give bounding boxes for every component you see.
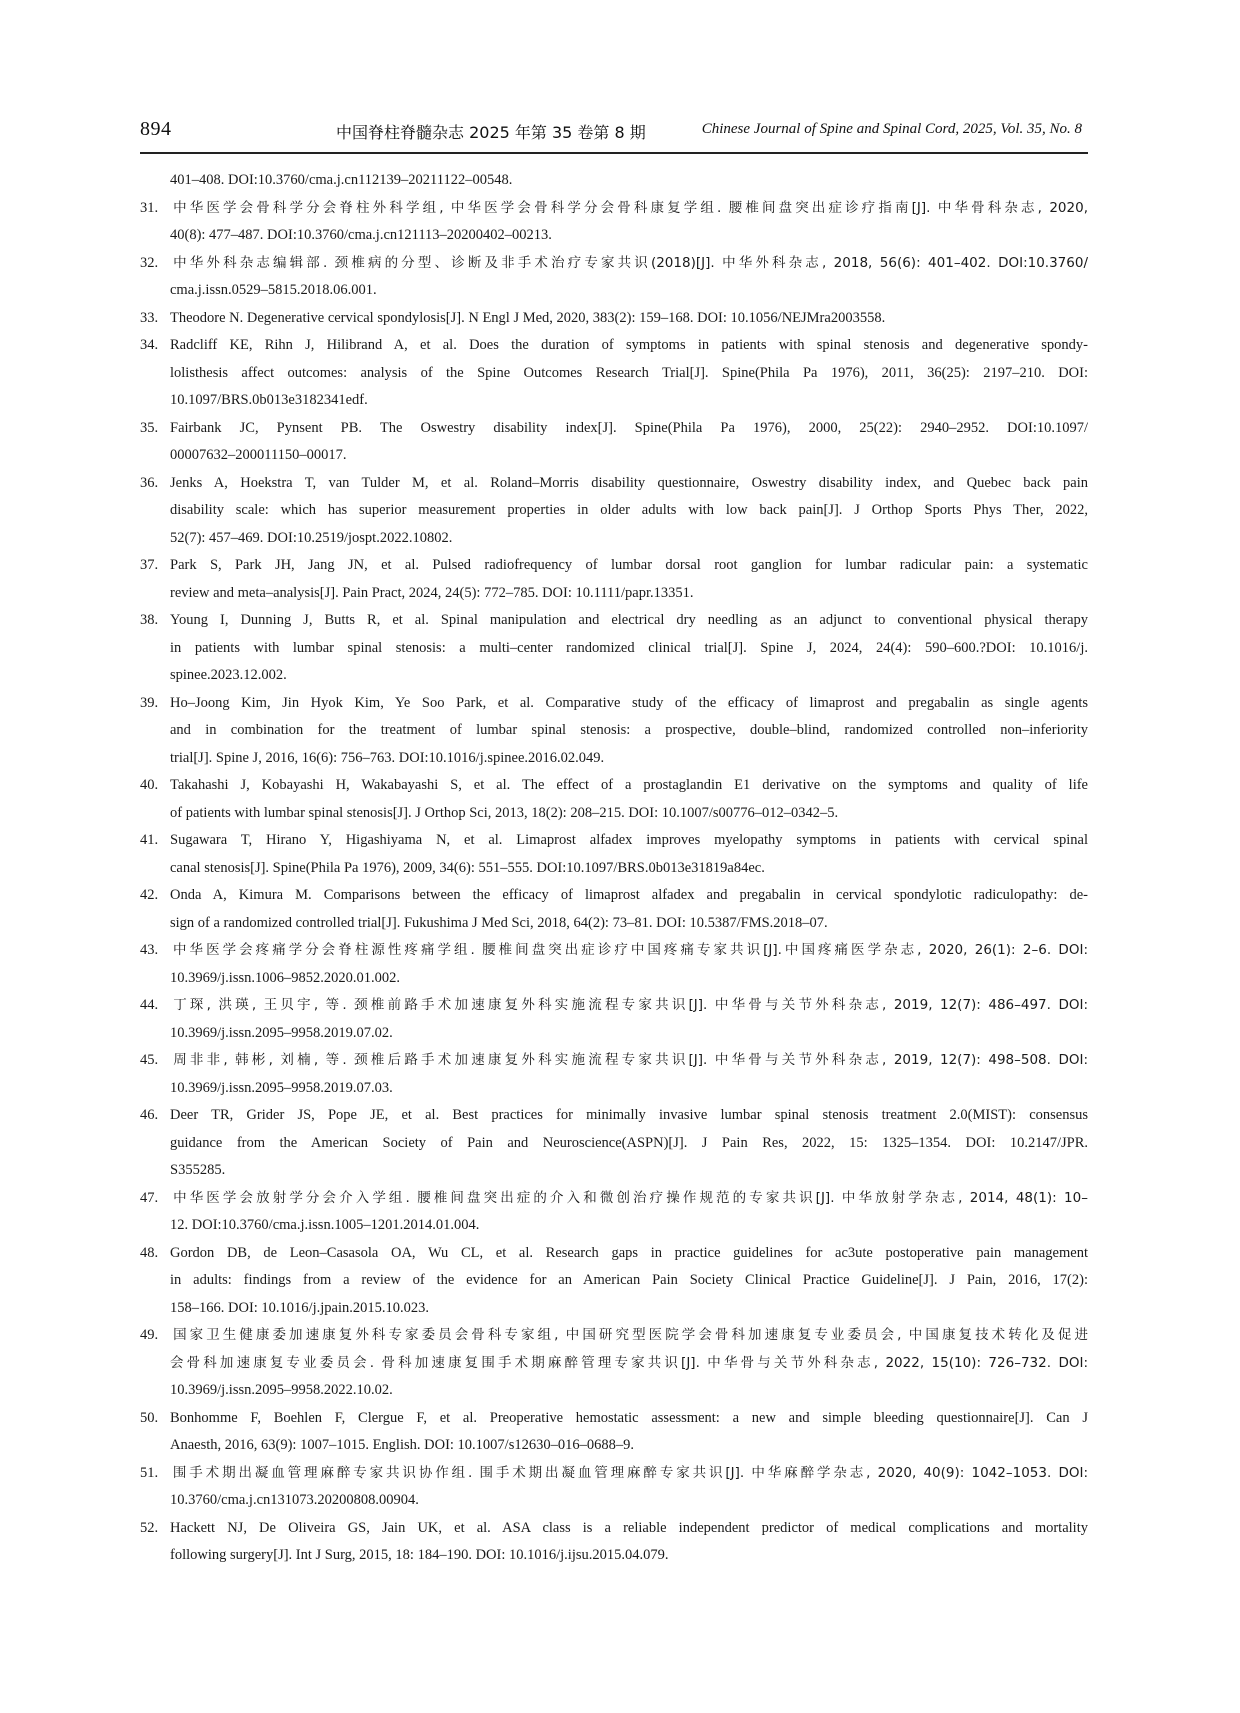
reference-number: 48. <box>140 1244 159 1261</box>
reference-text: 10.3969/j.issn.2095–9958.2019.07.02. <box>170 1024 393 1041</box>
reference-first-line <box>140 992 1088 1020</box>
reference-first-line <box>140 772 1088 800</box>
reference-text: review and meta–analysis[J]. Pain Pract, 2024, 24(5): 772–785. DOI: 10.1111/papr.13351. <box>170 584 694 601</box>
reference-text: canal stenosis[J]. Spine(Phila Pa 1976), 2009, 34(6): 551–555. DOI:10.1097/BRS.0b013e31819a84ec. <box>170 859 765 876</box>
reference-number: 52. <box>140 1519 159 1536</box>
reference-first-line <box>140 607 1088 635</box>
reference-number: 41. <box>140 832 159 848</box>
reference-entry <box>140 552 1088 607</box>
reference-text: trial[J]. Spine J, 2016, 16(6): 756–763. DOI:10.1016/j.spinee.2016.02.049. <box>170 749 605 766</box>
reference-first-line <box>140 1322 1088 1350</box>
reference-entry <box>140 1515 1088 1570</box>
reference-number: 36. <box>140 474 159 491</box>
reference-first-line <box>140 1460 1088 1488</box>
reference-text: following surgery[J]. Int J Surg, 2015, 18: 184–190. DOI: 10.1016/j.ijsu.2015.04.079. <box>170 1547 669 1563</box>
reference-text: in adults: findings from a review of the evidence for an American Pain Society Clinical Practice Guideline[J]. J Pain, 2016, 17(2): <box>170 1272 1088 1288</box>
reference-text: 12. DOI:10.3760/cma.j.issn.1005–1201.2014.01.004. <box>170 1217 480 1233</box>
reference-list <box>140 167 1088 1570</box>
reference-text: Park S, Park JH, Jang JN, et al. Pulsed radiofrequency of lumbar dorsal root ganglion for lumbar radicular pain: a systematic <box>170 557 1088 573</box>
reference-text: S355285. <box>170 1162 226 1178</box>
reference-text: Onda A, Kimura M. Comparisons between the efficacy of limaprost alfadex and pregabalin in cervical spondylotic radiculopathy: de- <box>170 887 1088 903</box>
journal-title-english: Chinese Journal of Spine and Spinal Cord, 2025, Vol. 35, No. 8 <box>701 121 1082 137</box>
reference-text: 会骨科加速康复专业委员会. 骨科加速康复围手术期麻醉管理专家共识[J]. 中华骨与关节外科杂志, 2022, 15(10): 726–732. DOI: <box>170 1354 1088 1371</box>
reference-first-line <box>140 827 1088 855</box>
reference-entry <box>140 1185 1088 1240</box>
reference-text: 10.3969/j.issn.2095–9958.2022.10.02. <box>170 1382 393 1398</box>
reference-text: 国家卫生健康委加速康复外科专家委员会骨科专家组, 中国研究型医院学会骨科加速康复专业委员会, 中国康复技术转化及促进 <box>170 1327 1088 1343</box>
reference-text: 52(7): 457–469. DOI:10.2519/jospt.2022.10802. <box>170 529 453 546</box>
reference-number: 46. <box>140 1107 159 1123</box>
reference-text: lolisthesis affect outcomes: analysis of the Spine Outcomes Research Trial[J]. Spine(Phila Pa 1976), 2011, 36(25): 2197–210. DOI: <box>170 364 1088 381</box>
reference-text: Hackett NJ, De Oliveira GS, Jain UK, et al. ASA class is a reliable independent predictor of medical complications and mortality <box>170 1519 1088 1536</box>
reference-text: of patients with lumbar spinal stenosis[J]. J Orthop Sci, 2013, 18(2): 208–215. DOI: 10.1007/s00776–012–0342–5. <box>170 804 839 821</box>
reference-first-line <box>140 1405 1088 1433</box>
reference-entry <box>140 1460 1088 1515</box>
reference-first-line <box>140 332 1088 360</box>
reference-number: 49. <box>140 1327 159 1343</box>
reference-first-line <box>140 470 1088 498</box>
page-number: 894 <box>140 118 172 140</box>
reference-first-line <box>140 1047 1088 1075</box>
reference-first-line <box>140 250 1088 278</box>
reference-text: 丁琛, 洪瑛, 王贝宇, 等. 颈椎前路手术加速康复外科实施流程专家共识[J]. 中华骨与关节外科杂志, 2019, 12(7): 486–497. DOI: <box>170 997 1088 1013</box>
reference-entries <box>140 195 1088 1570</box>
reference-text: 10.3760/cma.j.cn131073.20200808.00904. <box>170 1492 419 1508</box>
reference-entry <box>140 1102 1088 1185</box>
reference-entry <box>140 992 1088 1047</box>
reference-number: 31. <box>140 199 159 216</box>
reference-text: guidance from the American Society of Pain and Neuroscience(ASPN)[J]. J Pain Res, 2022, 15: 1325–1354. DOI: 10.2147/JPR. <box>170 1134 1088 1151</box>
reference-text: 周非非, 韩彬, 刘楠, 等. 颈椎后路手术加速康复外科实施流程专家共识[J]. 中华骨与关节外科杂志, 2019, 12(7): 498–508. DOI: <box>170 1052 1088 1068</box>
reference-entry <box>140 882 1088 937</box>
reference-number: 37. <box>140 557 159 573</box>
reference-text: Ho–Joong Kim, Jin Hyok Kim, Ye Soo Park, et al. Comparative study of the efficacy of limaprost and pregabalin as single agents <box>170 694 1088 711</box>
reference-text: Takahashi J, Kobayashi H, Wakabayashi S, et al. The effect of a prostaglandin E1 derivative on the symptoms and quality of life <box>170 777 1088 793</box>
reference-entry <box>140 827 1088 882</box>
reference-text: 中华医学会骨科学分会脊柱外科学组, 中华医学会骨科学分会骨科康复学组. 腰椎间盘突出症诊疗指南[J]. 中华骨科杂志, 2020, <box>170 199 1088 216</box>
reference-text: Anaesth, 2016, 63(9): 1007–1015. English. DOI: 10.1007/s12630–016–0688–9. <box>170 1437 634 1453</box>
reference-entry <box>140 305 1088 333</box>
reference-entry <box>140 332 1088 415</box>
reference-number: 43. <box>140 942 159 958</box>
reference-first-line <box>140 415 1088 443</box>
reference-entry <box>140 470 1088 553</box>
reference-text: Young I, Dunning J, Butts R, et al. Spinal manipulation and electrical dry needling as an adjunct to conventional physical therapy <box>170 612 1088 628</box>
reference-text: Fairbank JC, Pynsent PB. The Oswestry disability index[J]. Spine(Phila Pa 1976), 2000, 25(22): 2940–2952. DOI:10.1097/ <box>170 419 1088 436</box>
reference-number: 51. <box>140 1464 159 1481</box>
reference-text: 围手术期出凝血管理麻醉专家共识协作组. 围手术期出凝血管理麻醉专家共识[J]. 中华麻醉学杂志, 2020, 40(9): 1042–1053. DOI: <box>170 1464 1088 1481</box>
reference-entry <box>140 1047 1088 1102</box>
reference-number: 40. <box>140 777 159 793</box>
reference-text: Bonhomme F, Boehlen F, Clergue F, et al. Preoperative hemostatic assessment: a new and simple bleeding questionnaire[J]. Can J <box>170 1409 1088 1426</box>
reference-text: sign of a randomized controlled trial[J]. Fukushima J Med Sci, 2018, 64(2): 73–81. DOI: 10.5387/FMS.2018–07. <box>170 914 828 931</box>
reference-text: 中华医学会放射学分会介入学组. 腰椎间盘突出症的介入和微创治疗操作规范的专家共识[J]. 中华放射学杂志, 2014, 48(1): 10– <box>170 1189 1088 1206</box>
reference-first-line <box>140 1102 1088 1130</box>
reference-text: 10.1097/BRS.0b013e3182341edf. <box>170 392 368 408</box>
reference-entry <box>140 415 1088 470</box>
reference-first-line <box>140 552 1088 580</box>
reference-text: disability scale: which has superior measurement properties in older adults with low back pain[J]. J Orthop Sports Phys Ther, 2022, <box>170 502 1088 518</box>
reference-entry <box>140 1240 1088 1323</box>
journal-title-chinese: 中国脊柱脊髓杂志 2025 年第 35 卷第 8 期 <box>336 123 646 142</box>
reference-text: Deer TR, Grider JS, Pope JE, et al. Best practices for minimally invasive lumbar spinal stenosis treatment 2.0(MIST): consensus <box>170 1107 1088 1123</box>
reference-entry <box>140 1322 1088 1405</box>
reference-number: 35. <box>140 419 159 436</box>
reference-text: 158–166. DOI: 10.1016/j.jpain.2015.10.023. <box>170 1299 429 1316</box>
reference-text: spinee.2023.12.002. <box>170 667 287 683</box>
reference-text: Gordon DB, de Leon–Casasola OA, Wu CL, et al. Research gaps in practice guidelines for ac3ute postoperative pain management <box>170 1244 1088 1261</box>
reference-number: 33. <box>140 309 159 326</box>
reference-first-line <box>140 1515 1088 1543</box>
reference-text: in patients with lumbar spinal stenosis: a multi–center randomized clinical trial[J]. Spine J, 2024, 24(4): 590–600.?DOI: 10.1016/j. <box>170 639 1088 656</box>
reference-number: 45. <box>140 1052 159 1068</box>
reference-first-line <box>140 882 1088 910</box>
reference-number: 34. <box>140 337 159 353</box>
reference-number: 39. <box>140 694 159 711</box>
reference-text: and in combination for the treatment of lumbar spinal stenosis: a prospective, double–blind, randomized controlled non–inferiority <box>170 722 1088 738</box>
reference-entry <box>140 690 1088 773</box>
reference-number: 38. <box>140 612 159 628</box>
reference-number: 44. <box>140 997 159 1013</box>
reference-continuation: 401–408. DOI:10.3760/cma.j.cn112139–20211122–00548. <box>170 172 513 188</box>
running-header <box>140 112 1088 154</box>
reference-entry <box>140 607 1088 690</box>
reference-number: 47. <box>140 1189 159 1206</box>
reference-first-line <box>140 1240 1088 1268</box>
reference-text: 10.3969/j.issn.1006–9852.2020.01.002. <box>170 969 400 986</box>
reference-number: 32. <box>140 254 159 271</box>
reference-entry <box>140 937 1088 992</box>
reference-text: cma.j.issn.0529–5815.2018.06.001. <box>170 282 377 298</box>
reference-entry <box>140 195 1088 250</box>
reference-text: 40(8): 477–487. DOI:10.3760/cma.j.cn121113–20200402–00213. <box>170 227 552 243</box>
reference-entry <box>140 1405 1088 1460</box>
reference-text: Radcliff KE, Rihn J, Hilibrand A, et al. Does the duration of symptoms in patients with spinal stenosis and degenerative spondy- <box>170 337 1088 353</box>
reference-first-line <box>140 1185 1088 1213</box>
reference-text: 00007632–200011150–00017. <box>170 447 347 463</box>
reference-text: 中华医学会疼痛学分会脊柱源性疼痛学组. 腰椎间盘突出症诊疗中国疼痛专家共识[J].中国疼痛医学杂志, 2020, 26(1): 2–6. DOI: <box>170 942 1088 958</box>
reference-text: Jenks A, Hoekstra T, van Tulder M, et al. Roland–Morris disability questionnaire, Oswestry disability index, and Quebec back pain <box>170 474 1088 491</box>
reference-text: 10.3969/j.issn.2095–9958.2019.07.03. <box>170 1079 393 1096</box>
reference-number: 50. <box>140 1409 159 1426</box>
reference-text: Theodore N. Degenerative cervical spondylosis[J]. N Engl J Med, 2020, 383(2): 159–168. DOI: 10.1056/NEJMra2003558. <box>170 309 886 326</box>
reference-first-line <box>140 195 1088 223</box>
reference-text: Sugawara T, Hirano Y, Higashiyama N, et al. Limaprost alfadex improves myelopathy symptoms in patients with cervical spinal <box>170 832 1088 848</box>
reference-text: 中华外科杂志编辑部. 颈椎病的分型、诊断及非手术治疗专家共识(2018)[J]. 中华外科杂志, 2018, 56(6): 401–402. DOI:10.3760/ <box>170 254 1088 271</box>
reference-number: 42. <box>140 887 159 903</box>
reference-first-line <box>140 305 1088 333</box>
reference-entry <box>140 250 1088 305</box>
reference-first-line <box>140 937 1088 965</box>
reference-first-line <box>140 690 1088 718</box>
reference-entry <box>140 772 1088 827</box>
